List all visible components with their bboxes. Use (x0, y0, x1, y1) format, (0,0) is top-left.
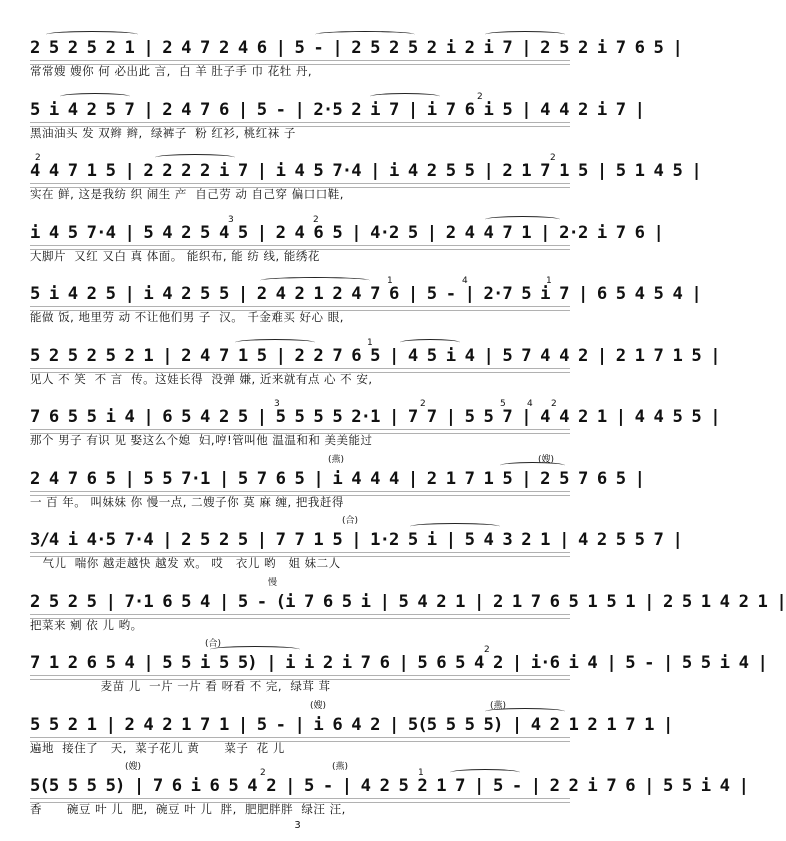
grace-note: 2 (551, 399, 557, 409)
lyrics-line: 常常嫂 嫂你 何 必出此 言, 白 羊 肚子手 巾 花牡 丹, (30, 64, 313, 78)
page-number: 3 (294, 820, 301, 831)
jianpu-notation: 2 5 2 5 2 1 | 2 4 7 2 4 6 | 5 - | 2 5 2 5 2 i 2 i 7 | 2 5 2 i 7 6 5 | (30, 38, 682, 58)
grace-note: 4 (527, 399, 533, 409)
marking-yan: (燕) (328, 454, 345, 465)
jianpu-notation: 5(5 5 5 5) | 7 6 i 6 5 4 2 | 5 - | 4 2 5 2 1 7 | 5 - | 2 2 i 7 6 | 5 5 i 4 | (30, 776, 749, 796)
jianpu-notation: i 4 5 7·4 | 5 4 2 5 4 5 | 2 4 6 5 | 4·2 5 | 2 4 4 7 1 | 2·2 i 7 6 | (30, 222, 663, 243)
score-row (30, 700, 673, 769)
jianpu-notation: 5 2 5 2 5 2 1 | 2 4 7 1 5 | 2 2 7 6 5 | 4 5 i 4 | 5 7 4 4 2 | 2 1 7 1 5 | (30, 345, 720, 366)
lyrics-line: 见人 不 笑 不 言 传。这娃长得 没弹 嫌, 近来就有点 心 不 安, (30, 371, 373, 386)
lyrics-line: 黑油油头 发 双辫 辫, 绿裤子 粉 红衫, 桃红袜 子 (30, 125, 296, 140)
marking-sao: (嫂) (538, 454, 555, 465)
lyrics-line: 大脚片 又红 又白 真 体面。 能织布, 能 纺 线, 能绣花 (30, 248, 320, 263)
lyrics-line: 遍地 接住了 天, 菜子花儿 黄 菜子 花 儿 (30, 740, 285, 755)
lyrics-line: 香 碗豆 叶 儿 肥, 碗豆 叶 儿 胖, 肥肥胖胖 绿汪 汪, (30, 802, 346, 816)
grace-note: 2 (313, 214, 319, 225)
jianpu-notation: 5 i 4 2 5 | i 4 2 5 5 | 2 4 2 1 2 4 7 6 | 5 - | 2·7 5 i 7 | 6 5 4 5 4 | (30, 284, 701, 304)
lyrics-line: 把菜来 剜 依 儿 哟。 (30, 617, 143, 632)
score-row (30, 577, 786, 646)
jianpu-notation: 5 5 2 1 | 2 4 2 1 7 1 | 5 - | i 6 4 2 | 5(5 5 5 5) | 4 2 1 2 1 7 1 | (30, 714, 673, 735)
grace-note: 3 (228, 214, 234, 225)
lyrics-line: 那个 男子 有识 见 娶这么个媳 妇,哼!管叫他 温温和和 美美能过 (30, 433, 373, 447)
grace-note: 1 (367, 337, 373, 348)
grace-note: 1 (546, 276, 552, 286)
lyrics-line: 一 百 年。 叫妹妹 你 慢一点, 二嫂子你 莫 麻 缠, 把我赶得 (30, 494, 344, 509)
grace-note: 1 (387, 276, 393, 286)
score-row (30, 153, 701, 215)
marking-yan: (燕) (490, 700, 507, 711)
marking-sao: (嫂) (125, 762, 142, 772)
score-row (30, 276, 701, 338)
score-row (30, 516, 682, 584)
score-row (30, 91, 645, 154)
grace-note: 2 (35, 153, 41, 163)
lyrics-line: 气儿 喘你 越走越快 越发 欢。 哎 衣儿 哟 姐 妹二人 (30, 556, 341, 570)
grace-note: 5 (500, 399, 506, 409)
grace-note: 2 (484, 645, 490, 655)
marking-yan: (燕) (332, 762, 349, 772)
score-row (30, 639, 767, 707)
lyrics-line: 麦苗 儿 一片 一片 看 呀看 不 完, 绿茸 茸 (30, 679, 331, 693)
score-row (30, 214, 663, 277)
grace-note: 2 (550, 153, 556, 163)
jianpu-notation: 2 4 7 6 5 | 5 5 7·1 | 5 7 6 5 | i 4 4 4 | 2 1 7 1 5 | 2 5 7 6 5 | (30, 468, 645, 489)
grace-note: 2 (260, 768, 266, 778)
grace-note: 2 (420, 399, 426, 409)
grace-note: 2 (477, 91, 483, 102)
score-row (30, 30, 682, 92)
jianpu-notation: 7 6 5 5 i 4 | 6 5 4 2 5 | 5 5 5 5 2·1 | 7 7 | 5 5 7 | 4 4 2 1 | 4 4 5 5 | (30, 407, 720, 427)
score-row (30, 337, 720, 400)
jianpu-notation: 7 1 2 6 5 4 | 5 5 i 5 5) | i i 2 i 7 6 | 5 6 5 4 2 | i·6 i 4 | 5 - | 5 5 i 4 | (30, 653, 767, 673)
grace-note: 4 (462, 276, 468, 286)
grace-note: 1 (418, 768, 424, 778)
lyrics-line: 实在 鲜, 这是我纺 织 闹生 产 自己劳 动 自己穿 偏口口鞋, (30, 187, 344, 201)
marking-sao: (嫂) (310, 700, 327, 711)
lyrics-line: 能做 饭, 地里劳 动 不让他们男 子 汉。 千金难买 好心 眼, (30, 310, 344, 324)
score-row (30, 399, 720, 461)
marking-he: (合) (342, 516, 359, 526)
score (30, 30, 786, 830)
jianpu-notation: 5 i 4 2 5 7 | 2 4 7 6 | 5 - | 2·5 2 i 7 | i 7 6 i 5 | 4 4 2 i 7 | (30, 99, 645, 120)
score-row (30, 454, 645, 523)
marking-he: (合) (205, 639, 222, 649)
jianpu-notation: 3/4 i 4·5 7·4 | 2 5 2 5 | 7 7 1 5 | 1·2 5 i | 5 4 3 2 1 | 4 2 5 5 7 | (30, 530, 682, 550)
jianpu-notation: 2 5 2 5 | 7·1 6 5 4 | 5 - (i 7 6 5 i | 5 4 2 1 | 2 1 7 6 5 1 5 1 | 2 5 1 4 2 1 | (30, 591, 786, 612)
marking-man: 慢 (268, 577, 278, 588)
grace-note: 3 (274, 399, 280, 409)
jianpu-notation: 4 4 7 1 5 | 2 2 2 2 i 7 | i 4 5 7·4 | i 4 2 5 5 | 2 1 7 1 5 | 5 1 4 5 | (30, 161, 701, 181)
